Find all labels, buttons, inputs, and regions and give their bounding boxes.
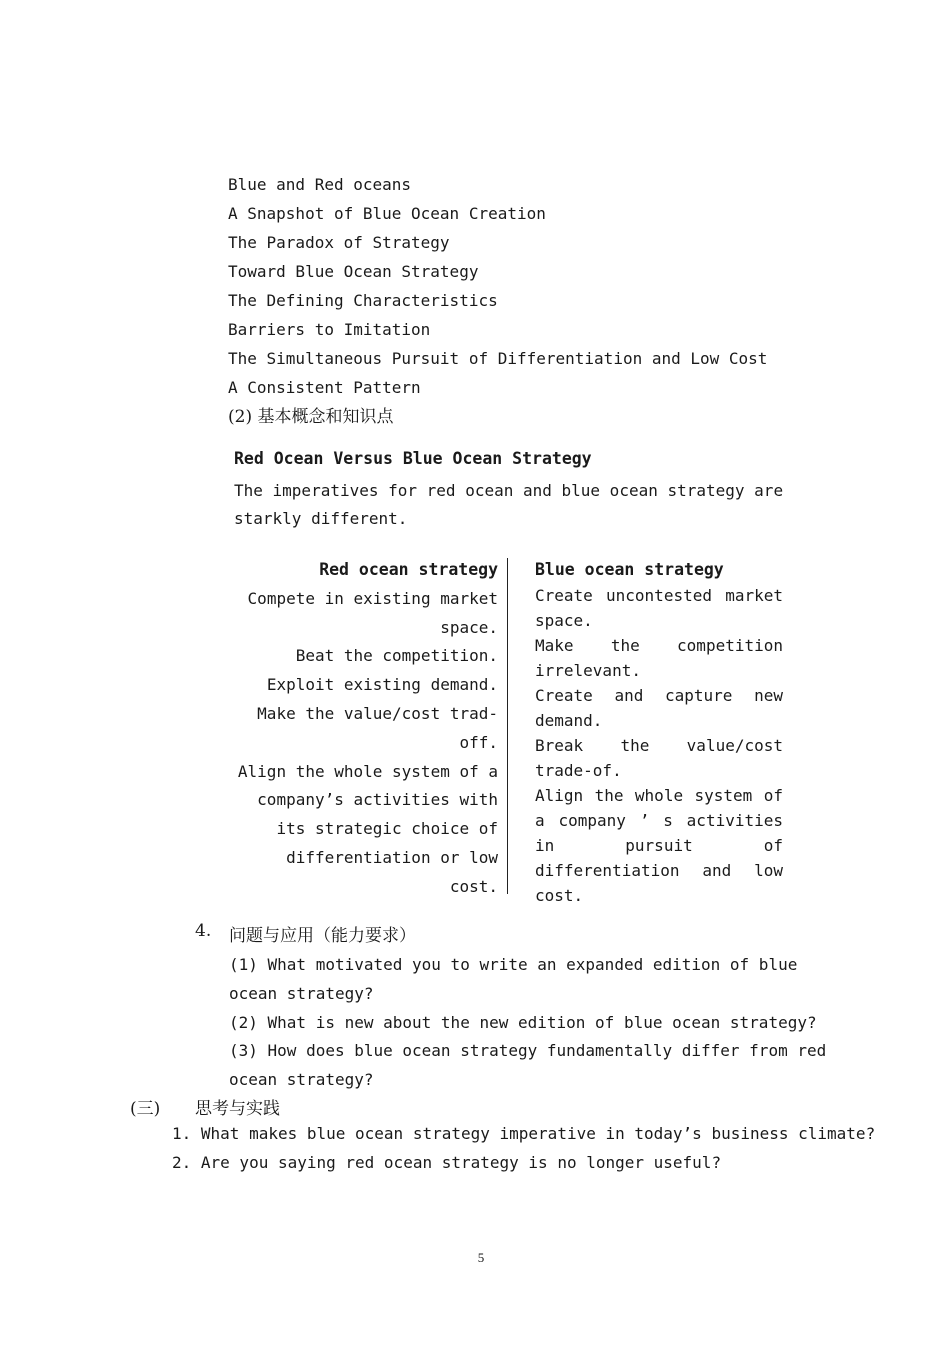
red-ocean-item: Compete in existing market space.: [247, 588, 498, 637]
question-item: (1) What motivated you to write an expanded edition of blue ocean strategy?: [229, 955, 798, 1003]
section-3-heading: 思考与实践: [195, 1099, 280, 1119]
section-4-heading: 问题与应用（能力要求）: [229, 926, 416, 946]
topic-item: Toward Blue Ocean Strategy: [228, 262, 479, 281]
section-4-number: 4.: [195, 921, 212, 941]
question-item: (2) What is new about the new edition of blue ocean strategy?: [229, 1012, 817, 1032]
blue-ocean-item: Break the value/cost trade-of.: [535, 736, 783, 780]
topic-item: Blue and Red oceans: [228, 175, 412, 194]
section-3-number: (三): [130, 1099, 161, 1119]
practice-item: 1. What makes blue ocean strategy imperative in today’s business climate?: [172, 1124, 876, 1143]
red-ocean-item: Make the value/cost trad-off.: [257, 703, 498, 752]
comparison-lead: The imperatives for red ocean and blue ocean strategy are starkly different.: [234, 481, 784, 528]
topic-list: [228, 173, 767, 405]
topic-item: The Paradox of Strategy: [228, 233, 450, 252]
question-item: (3) How does blue ocean strategy fundamentally differ from red ocean strategy?: [229, 1041, 827, 1090]
topic-item: The Simultaneous Pursuit of Differentiation and Low Cost: [228, 349, 768, 368]
red-ocean-item: Exploit existing demand.: [266, 675, 498, 695]
topic-item: A Snapshot of Blue Ocean Creation: [228, 204, 546, 223]
topic-item: The Defining Characteristics: [228, 291, 498, 310]
blue-ocean-column: [535, 557, 783, 908]
blue-ocean-item: Create uncontested market space.: [535, 586, 783, 630]
blue-ocean-item: Align the whole system of a company ’ s activities in pursuit of differentiation and low cost.: [535, 786, 783, 905]
comparison-title: Red Ocean Versus Blue Ocean Strategy: [234, 449, 592, 468]
page-number: 5: [477, 1250, 485, 1265]
blue-ocean-item: Make the competition irrelevant.: [535, 636, 783, 680]
red-ocean-item: Align the whole system of a company’s activities with its strategic choice of differentiation or low cost.: [237, 761, 498, 896]
topic-item: Barriers to Imitation: [228, 320, 431, 339]
red-ocean-column: [232, 556, 498, 902]
blue-ocean-header: Blue ocean strategy: [535, 560, 724, 579]
section-2-heading: (2) 基本概念和知识点: [228, 407, 394, 427]
blue-ocean-item: Create and capture new demand.: [535, 686, 783, 730]
red-ocean-header: Red ocean strategy: [319, 560, 498, 579]
question-list: [229, 951, 839, 1095]
topic-item: A Consistent Pattern: [228, 378, 421, 397]
practice-item: 2. Are you saying red ocean strategy is no longer useful?: [172, 1153, 722, 1172]
red-ocean-item: Beat the competition.: [295, 646, 498, 666]
column-divider: [507, 558, 508, 894]
